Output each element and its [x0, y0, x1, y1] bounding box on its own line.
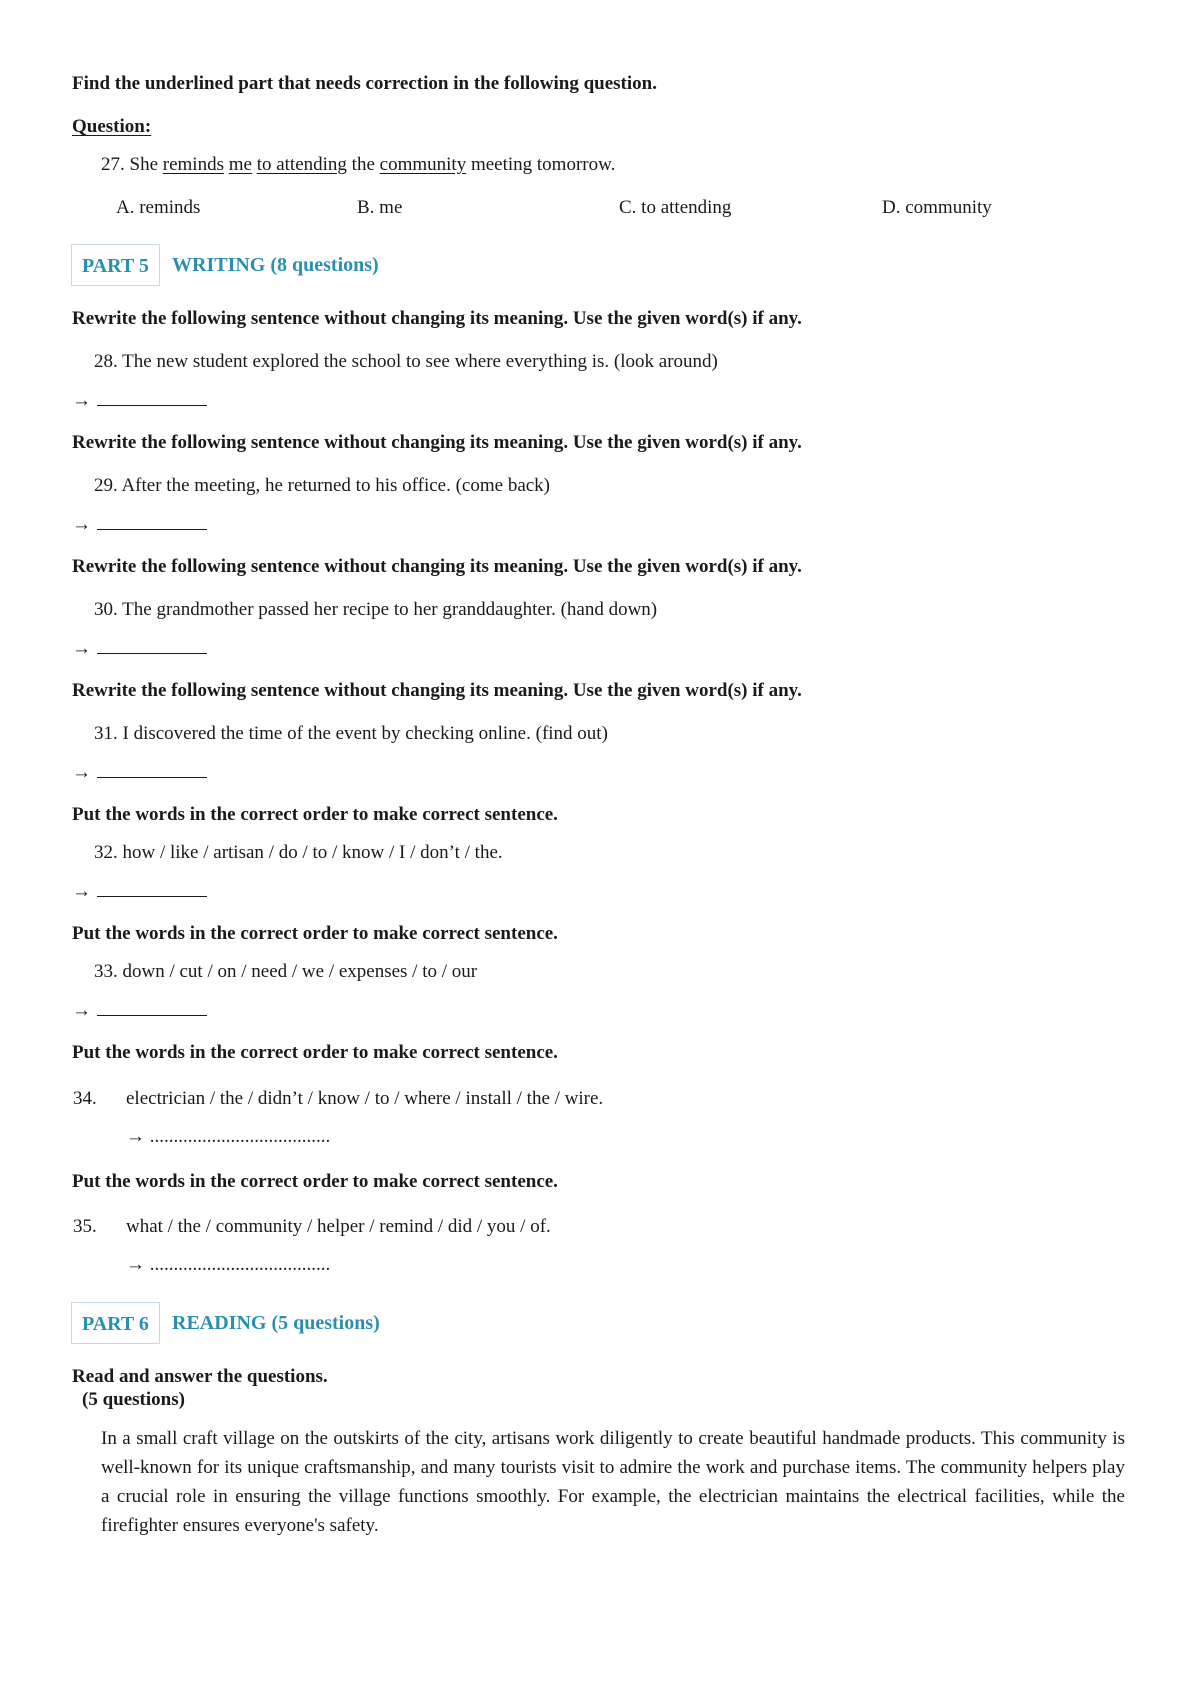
q28-answer-line[interactable] — [72, 390, 207, 412]
answer-dots[interactable]: ...................................... — [149, 1126, 331, 1147]
q33-text: 33. down / cut / on / need / we / expenses / to / our — [94, 961, 478, 982]
answer-blank[interactable] — [97, 776, 207, 778]
answer-blank[interactable] — [97, 1014, 207, 1016]
q27-option-a[interactable]: A. reminds — [116, 197, 201, 218]
answer-blank[interactable] — [97, 528, 207, 530]
arrow-icon: → — [72, 638, 91, 659]
q35-text: what / the / community / helper / remind / did / you / of. — [126, 1216, 551, 1237]
rewrite-instruction: Rewrite the following sentence without changing its meaning. Use the given word(s) if any. — [72, 308, 802, 329]
part6-title: READING (5 questions) — [172, 1312, 380, 1334]
answer-blank[interactable] — [97, 895, 207, 897]
q27-word-1: She — [129, 154, 158, 175]
q27-underlined-d: community — [379, 154, 467, 175]
question-label: Question: — [72, 116, 152, 137]
part6-label: PART 6 — [71, 1302, 160, 1344]
q27-underlined-a: reminds — [162, 154, 224, 175]
arrow-icon: → — [72, 390, 91, 411]
q35-answer-line[interactable] — [126, 1254, 330, 1276]
answer-blank[interactable] — [97, 404, 207, 406]
q33-answer-line[interactable] — [72, 1000, 207, 1022]
q29-answer-line[interactable] — [72, 514, 207, 536]
q27-number: 27. — [101, 154, 125, 175]
q29-text: 29. After the meeting, he returned to his office. (come back) — [94, 475, 551, 496]
arrow-icon: → — [72, 1000, 91, 1021]
q34-answer-line[interactable] — [126, 1126, 330, 1148]
arrow-icon: → — [72, 514, 91, 535]
arrow-icon: → — [72, 762, 91, 783]
q35-number: 35. — [73, 1216, 97, 1237]
reading-instruction: Read and answer the questions. — [72, 1366, 328, 1387]
reading-passage: In a small craft village on the outskirts of the city, artisans work diligently to create beautiful handmade products. This community is well-known for its unique craftsmanship, and many tourists visit to admire the work and purchase items. The community helpers play a crucial role in ensuring the village functions smoothly. For example, the electrician maintains the electrical facilities, while the firefighter ensures everyone's safety. — [101, 1428, 1125, 1536]
q31-answer-line[interactable] — [72, 762, 207, 784]
q27-option-b[interactable]: B. me — [357, 197, 403, 218]
q34-number: 34. — [73, 1088, 97, 1109]
q32-answer-line[interactable] — [72, 881, 207, 903]
q27-option-c[interactable]: C. to attending — [619, 197, 732, 218]
q27-sentence — [101, 154, 615, 176]
part5-label: PART 5 — [71, 244, 160, 286]
order-instruction: Put the words in the correct order to make correct sentence. — [72, 1042, 558, 1063]
q27-underlined-c: to attending — [256, 154, 347, 175]
q28-text: 28. The new student explored the school to see where everything is. (look around) — [94, 351, 718, 372]
order-instruction: Put the words in the correct order to make correct sentence. — [72, 1171, 558, 1192]
arrow-icon: → — [126, 1126, 145, 1147]
arrow-icon: → — [72, 881, 91, 902]
q27-word-7: meeting tomorrow. — [470, 154, 616, 175]
q34-text: electrician / the / didn’t / know / to / where / install / the / wire. — [126, 1088, 604, 1109]
answer-blank[interactable] — [97, 652, 207, 654]
part5-title: WRITING (8 questions) — [172, 254, 379, 276]
q32-text: 32. how / like / artisan / do / to / know / I / don’t / the. — [94, 842, 503, 863]
q30-answer-line[interactable] — [72, 638, 207, 660]
q27-option-d[interactable]: D. community — [882, 197, 992, 218]
q27-underlined-b: me — [228, 154, 252, 175]
reading-sub: (5 questions) — [82, 1389, 185, 1410]
q31-text: 31. I discovered the time of the event by checking online. (find out) — [94, 723, 608, 744]
answer-dots[interactable]: ...................................... — [149, 1254, 331, 1275]
q27-word-5: the — [351, 154, 375, 175]
rewrite-instruction: Rewrite the following sentence without changing its meaning. Use the given word(s) if any. — [72, 680, 802, 701]
rewrite-instruction: Rewrite the following sentence without changing its meaning. Use the given word(s) if any. — [72, 432, 802, 453]
rewrite-instruction: Rewrite the following sentence without changing its meaning. Use the given word(s) if any. — [72, 556, 802, 577]
q27-instruction: Find the underlined part that needs correction in the following question. — [72, 73, 657, 94]
arrow-icon: → — [126, 1254, 145, 1275]
q30-text: 30. The grandmother passed her recipe to her granddaughter. (hand down) — [94, 599, 658, 620]
order-instruction: Put the words in the correct order to make correct sentence. — [72, 923, 558, 944]
order-instruction: Put the words in the correct order to make correct sentence. — [72, 804, 558, 825]
